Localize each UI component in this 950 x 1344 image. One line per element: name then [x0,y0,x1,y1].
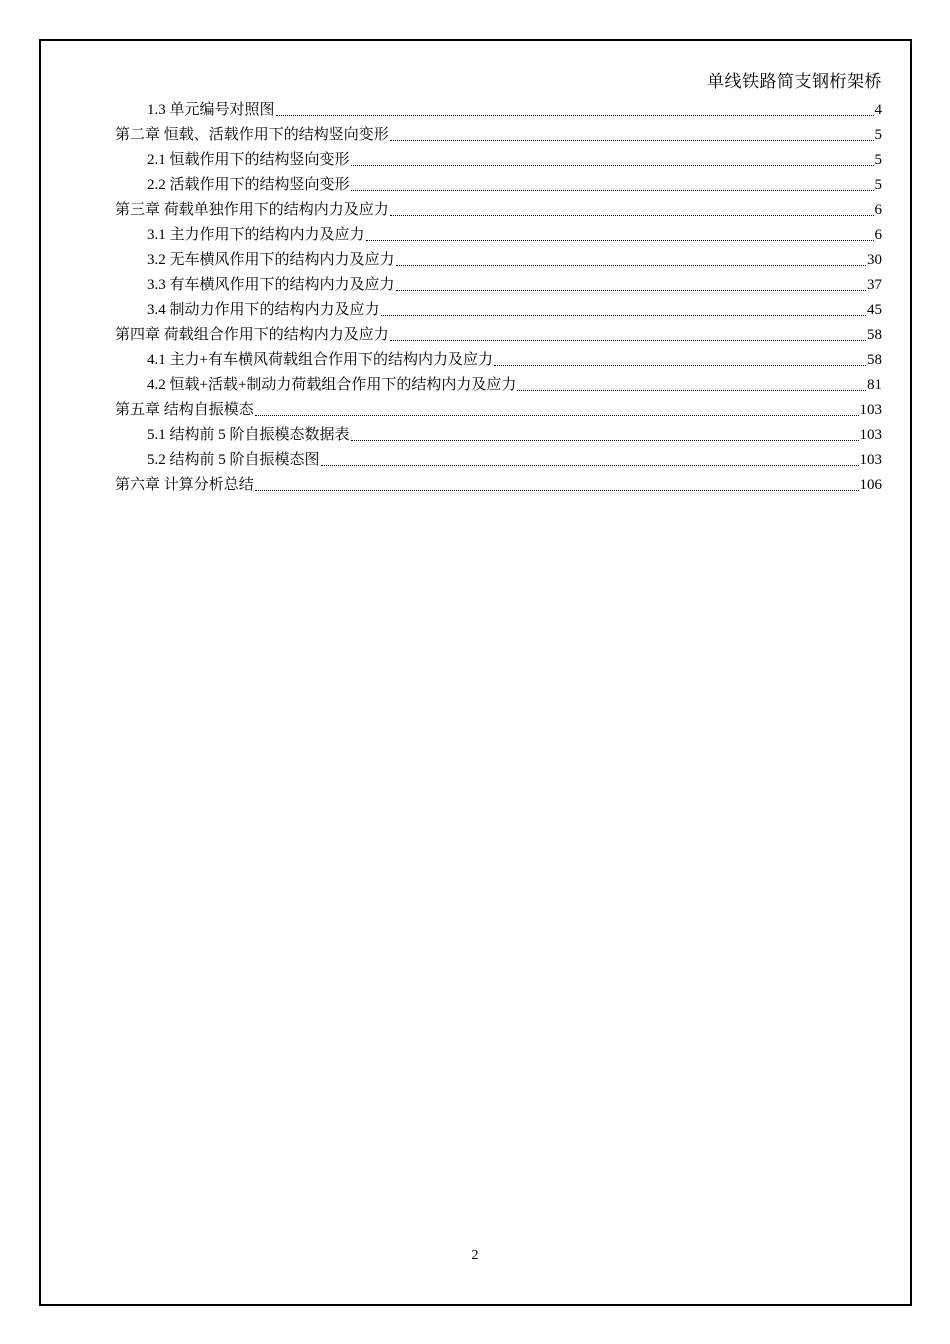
toc-entry-label: 1.3 单元编号对照图 [147,102,275,118]
toc-dot-leader [396,290,866,291]
toc-section-entry[interactable] [115,148,882,173]
toc-entry-label: 4.2 恒载+活载+制动力荷载组合作用下的结构内力及应力 [147,377,517,393]
toc-dot-leader [351,165,874,166]
toc-section-entry[interactable] [115,423,882,448]
toc-entry-label: 2.1 恒载作用下的结构竖向变形 [147,152,350,168]
toc-entry-label: 3.1 主力作用下的结构内力及应力 [147,227,365,243]
toc-entry-label: 第二章 恒载、活载作用下的结构竖向变形 [115,127,389,143]
toc-entry-label: 第三章 荷载单独作用下的结构内力及应力 [115,202,389,218]
toc-entry-page-number: 58 [867,352,882,368]
toc-section-entry[interactable] [115,223,882,248]
toc-entry-page-number: 5 [874,177,882,193]
toc-entry-page-number: 103 [859,427,882,443]
toc-section-entry[interactable] [115,298,882,323]
toc-dot-leader [351,440,859,441]
toc-entry-label: 2.2 活载作用下的结构竖向变形 [147,177,350,193]
toc-entry-label: 4.1 主力+有车横风荷载组合作用下的结构内力及应力 [147,352,493,368]
toc-section-entry[interactable] [115,98,882,123]
toc-dot-leader [255,415,859,416]
toc-chapter-entry[interactable] [115,473,882,498]
toc-dot-leader [366,240,874,241]
toc-section-entry[interactable] [115,373,882,398]
toc-entry-label: 第四章 荷载组合作用下的结构内力及应力 [115,327,389,343]
toc-entry-page-number: 45 [867,302,882,318]
toc-dot-leader [276,115,874,116]
toc-chapter-entry[interactable] [115,323,882,348]
toc-entry-label: 5.2 结构前 5 阶自振模态图 [147,452,320,468]
toc-entry-label: 第六章 计算分析总结 [115,477,254,493]
toc-entry-page-number: 103 [859,452,882,468]
toc-section-entry[interactable] [115,173,882,198]
toc-entry-label: 3.2 无车横风作用下的结构内力及应力 [147,252,395,268]
toc-dot-leader [494,365,866,366]
toc-chapter-entry[interactable] [115,398,882,423]
toc-dot-leader [390,215,874,216]
toc-entry-page-number: 37 [867,277,882,293]
toc-entry-page-number: 6 [874,227,882,243]
toc-entry-page-number: 106 [859,477,882,493]
toc-entry-page-number: 4 [874,102,882,118]
toc-dot-leader [321,465,859,466]
toc-chapter-entry[interactable] [115,198,882,223]
toc-entry-page-number: 81 [867,377,882,393]
toc-section-entry[interactable] [115,273,882,298]
toc-dot-leader [396,265,866,266]
toc-entry-page-number: 5 [874,127,882,143]
toc-entry-label: 3.4 制动力作用下的结构内力及应力 [147,302,380,318]
toc-chapter-entry[interactable] [115,123,882,148]
toc-entry-label: 3.3 有车横风作用下的结构内力及应力 [147,277,395,293]
toc-dot-leader [255,490,859,491]
toc-section-entry[interactable] [115,348,882,373]
toc-dot-leader [390,340,866,341]
table-of-contents [115,98,882,498]
toc-entry-page-number: 5 [874,152,882,168]
toc-entry-page-number: 30 [867,252,882,268]
toc-entry-page-number: 6 [874,202,882,218]
toc-dot-leader [351,190,874,191]
page-number: 2 [471,1248,479,1263]
toc-dot-leader [390,140,874,141]
toc-entry-page-number: 103 [859,402,882,418]
toc-dot-leader [381,315,866,316]
toc-section-entry[interactable] [115,248,882,273]
toc-dot-leader [517,390,866,391]
running-header-title: 单线铁路简支钢桁架桥 [707,72,882,91]
toc-entry-label: 5.1 结构前 5 阶自振模态数据表 [147,427,350,443]
toc-section-entry[interactable] [115,448,882,473]
toc-entry-page-number: 58 [867,327,882,343]
toc-entry-label: 第五章 结构自振模态 [115,402,254,418]
